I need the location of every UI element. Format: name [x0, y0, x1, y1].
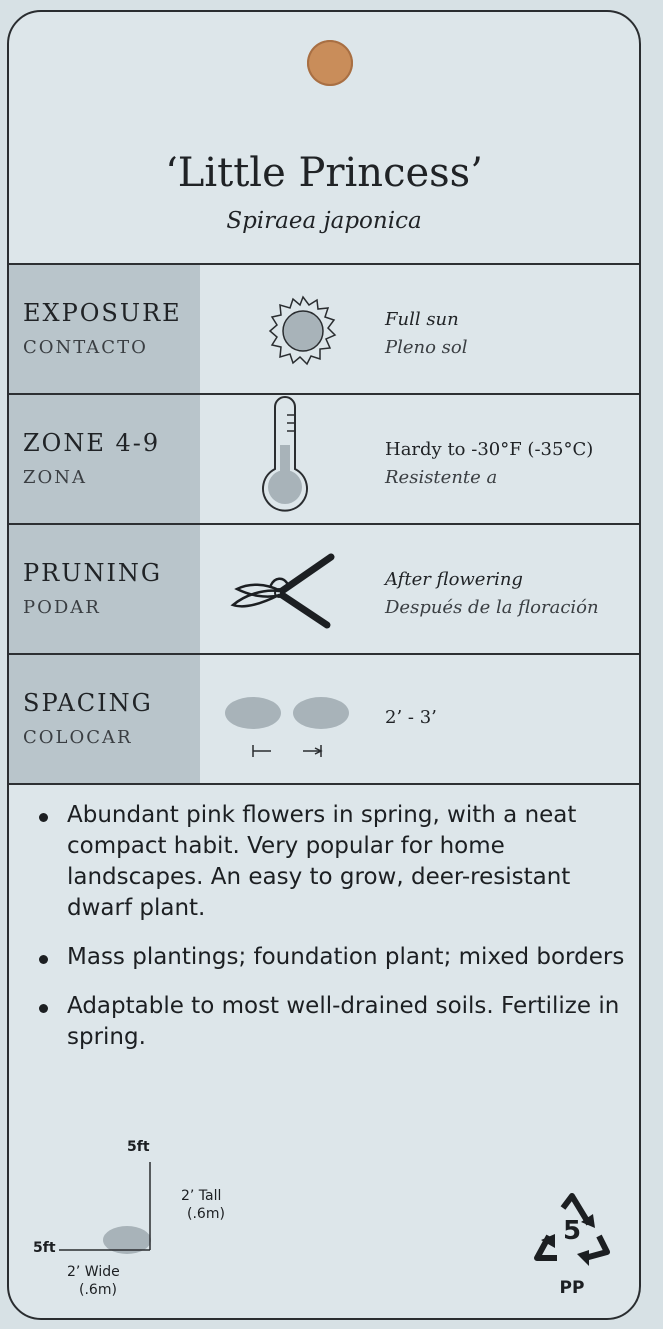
botanical-name: Spiraea japonica [226, 208, 422, 234]
list-item: Abundant pink flowers in spring, with a neat compact habit. Very popular for home landscapes. An easy to grow, deer-resistant dwarf plant. [31, 800, 631, 924]
value: Full sun [385, 309, 459, 330]
value: After flowering [385, 569, 523, 590]
value: 2’ - 3’ [385, 707, 437, 728]
height-scale: 5ft [127, 1139, 150, 1155]
row-exposure [9, 263, 641, 393]
list-item: Adaptable to most well-drained soils. Fertilize in spring. [31, 991, 631, 1053]
sun-icon [209, 265, 379, 393]
row-pruning [9, 523, 641, 653]
description-list [31, 800, 631, 1071]
list-item: Mass plantings; foundation plant; mixed borders [31, 942, 631, 973]
width-metric: (.6m) [79, 1282, 117, 1298]
label-cell [9, 265, 200, 393]
row-spacing [9, 653, 641, 785]
recycle-number: 5 [562, 1216, 582, 1246]
pruning-shears-icon [209, 525, 379, 653]
label-cell [9, 395, 200, 523]
label-spanish: CONTACTO [23, 337, 148, 358]
plant-name: ‘Little Princess’ [165, 150, 483, 196]
label-cell [9, 655, 200, 783]
value-spanish: Pleno sol [385, 337, 468, 358]
value-spanish: Después de la floración [385, 597, 599, 618]
recycle-code: PP [559, 1278, 585, 1298]
hang-hole [307, 40, 353, 86]
shrub-spacing-icon [209, 655, 379, 783]
label: PRUNING [23, 559, 163, 587]
label: ZONE 4-9 [23, 429, 161, 457]
height-metric: (.6m) [187, 1206, 225, 1222]
label: EXPOSURE [23, 299, 182, 327]
label-spanish: PODAR [23, 597, 101, 618]
thermometer-icon [209, 395, 379, 523]
label-spanish: ZONA [23, 467, 88, 488]
value-spanish: Resistente a [385, 467, 498, 488]
care-table [9, 263, 641, 786]
value: Hardy to -30°F (-35°C) [385, 439, 594, 460]
label: SPACING [23, 689, 153, 717]
recycling-symbol [527, 1192, 617, 1302]
plant-tag [7, 10, 641, 1320]
label-cell [9, 525, 200, 653]
row-zone [9, 393, 641, 523]
width-scale: 5ft [33, 1240, 56, 1256]
width-label: 2’ Wide [67, 1264, 120, 1280]
height-label: 2’ Tall [181, 1188, 222, 1204]
size-diagram-icon [49, 1152, 169, 1262]
label-spanish: COLOCAR [23, 727, 133, 748]
